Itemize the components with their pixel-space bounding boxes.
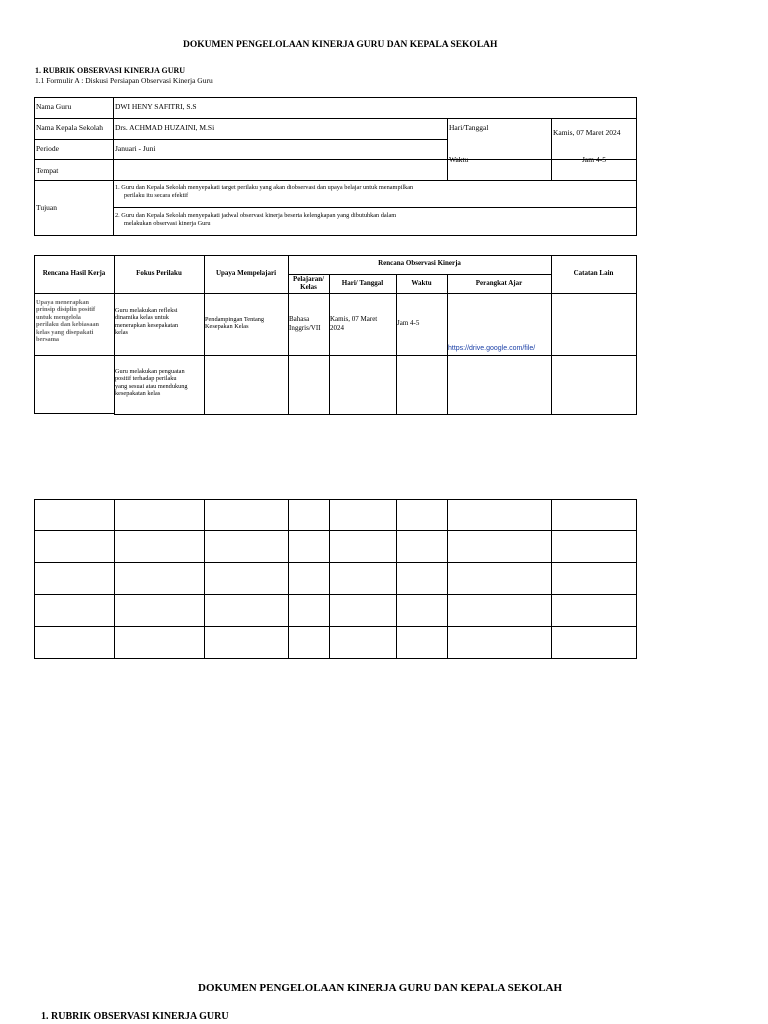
waktu-label: Waktu (449, 155, 469, 164)
kepsek-value: Drs. ACHMAD HUZAINI, M.Si (115, 123, 215, 132)
hari-tanggal-value: Kamis, 07 Maret 2024 (553, 128, 621, 137)
tujuan-label: Tujuan (36, 203, 57, 212)
header-kelas: Kelas (300, 283, 317, 291)
waktu-value: Jam 4-5 (582, 155, 606, 164)
rencana-hasil-cell: Upaya menerapkan prinsip disiplin positif untuk mengelola perilaku dan kebiasaan kelas yang disepakati bersama (36, 299, 99, 344)
tujuan-item-1-cont: perilaku itu secara efektif (124, 192, 189, 199)
nama-guru-label: Nama Guru (36, 102, 72, 111)
section-heading: 1. RUBRIK OBSERVASI KINERJA GURU (35, 66, 186, 75)
fokus-perilaku-cell-1: Guru melakukan refleksi dinamika kelas untuk menerapkan kesepakatan kelas (115, 307, 179, 337)
header-rencana-observasi: Rencana Observasi Kinerja (378, 259, 461, 267)
header-rencana-hasil-kerja: Rencana Hasil Kerja (42, 269, 106, 277)
header-waktu: Waktu (411, 279, 432, 287)
header-perangkat-ajar: Perangkat Ajar (475, 279, 523, 287)
header-catatan-lain: Catatan Lain (573, 269, 614, 277)
tujuan-item-2: 2. Guru dan Kepala Sekolah menyepakati jadwal observasi kinerja beserta kelengkapan yang dibutuhkan dalam (115, 212, 397, 219)
hari-tanggal-cell: Kamis, 07 Maret 2024 (330, 315, 378, 332)
header-fokus-perilaku: Fokus Perilaku (136, 269, 182, 277)
waktu-cell: Jam 4-5 (397, 319, 420, 327)
header-upaya-mempelajari: Upaya Mempelajari (215, 269, 277, 277)
nama-guru-value: DWI HENY SAFITRI, S.S (115, 102, 197, 111)
periode-label: Periode (36, 144, 59, 153)
upaya-mempelajari-cell: Pendampingan Tentang Kesepakan Kelas (205, 316, 265, 331)
footer-section-heading: 1. RUBRIK OBSERVASI KINERJA GURU (41, 1011, 229, 1022)
perangkat-ajar-link[interactable]: https://drive.google.com/file/ (448, 345, 536, 352)
footer-page-title: DOKUMEN PENGELOLAAN KINERJA GURU DAN KEPALA SEKOLAH (198, 982, 563, 994)
pelajaran-kelas-cell: Bahasa Inggris/VII (289, 315, 321, 332)
page-title: DOKUMEN PENGELOLAAN KINERJA GURU DAN KEPALA SEKOLAH (183, 40, 498, 50)
subsection-heading: 1.1 Formulir A : Diskusi Persiapan Observasi Kinerja Guru (35, 76, 213, 85)
tempat-label: Tempat (36, 166, 59, 175)
fokus-perilaku-cell-2: Guru melakukan penguatan positif terhadap perilaku yang sesuai atau mendukung kesepakatan kelas (115, 368, 188, 398)
periode-value: Januari - Juni (115, 144, 156, 153)
kepsek-label: Nama Kepala Sekolah (36, 123, 104, 132)
hari-tanggal-label: Hari/Tanggal (449, 123, 489, 132)
tujuan-item-2-cont: melakukan observasi kinerja Guru (124, 220, 211, 227)
header-hari-tanggal: Hari/ Tanggal (341, 279, 384, 287)
tujuan-item-1: 1. Guru dan Kepala Sekolah menyepakati target perilaku yang akan diobservasi dan upaya belajar untuk menampilkan (115, 184, 414, 191)
header-pelajaran: Pelajaran/ (292, 275, 325, 283)
